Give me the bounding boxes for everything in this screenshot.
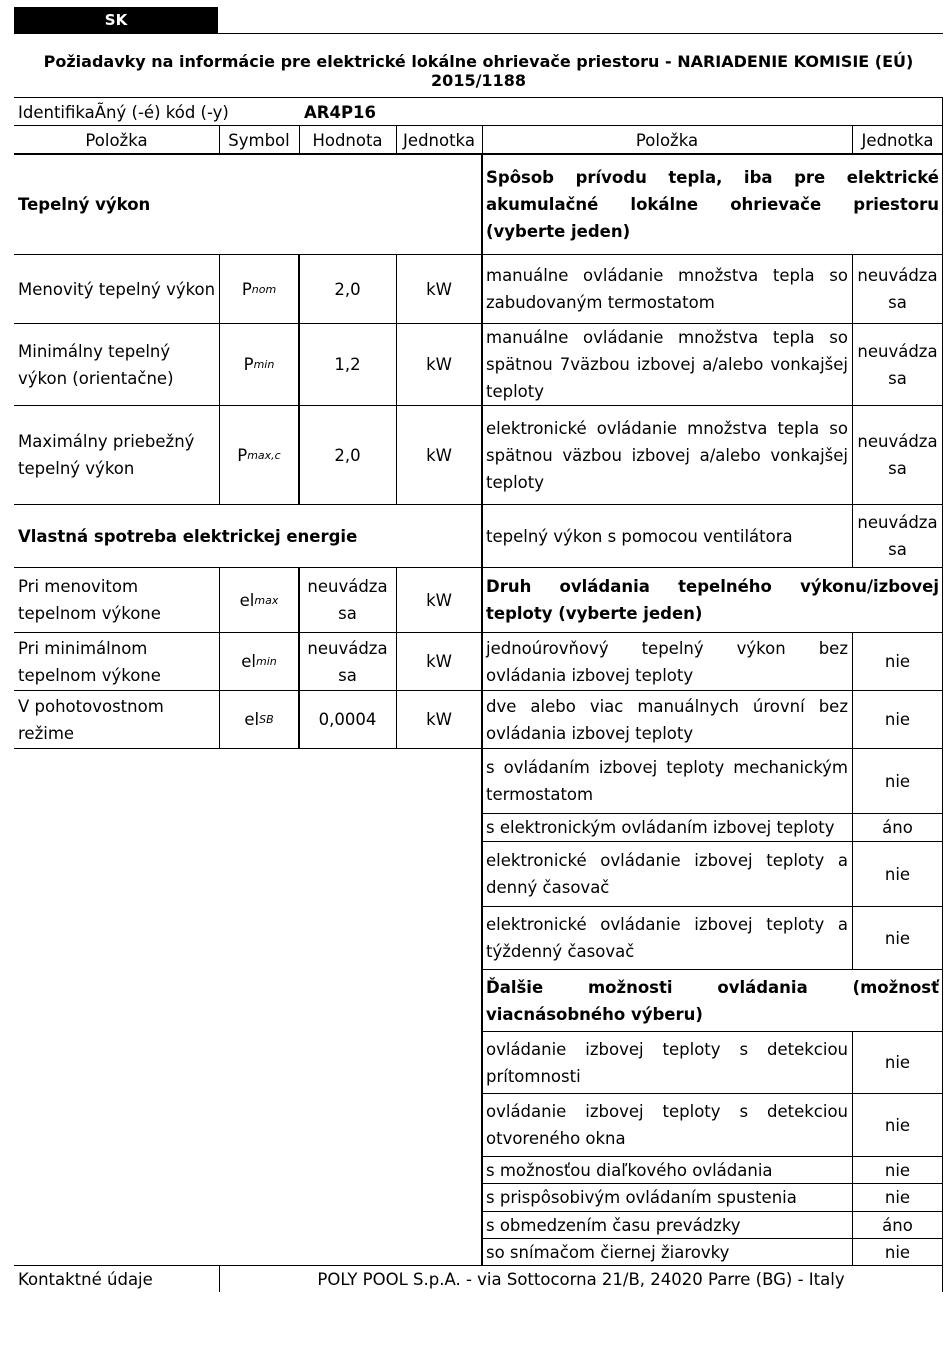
other-row-5-value: áno — [882, 1215, 913, 1235]
row-minimum-symbol: P min — [243, 355, 275, 374]
other-row-1-value: nie — [884, 1053, 911, 1072]
row-nominal-symbol: P nom — [241, 279, 277, 299]
control-row-5-label: elektronické ovládanie izbovej teploty a denný časovač — [486, 851, 848, 897]
left-header-item: Položka — [85, 130, 148, 150]
control-row-3-label: s ovládaním izbovej teploty mechanickým termostatom — [486, 758, 848, 804]
heat-input-row-3-label: elektronické ovládanie množstva tepla so spätnou väzbou izbovej a/alebo vonkajšej teploty — [486, 418, 848, 492]
col-rule — [942, 97, 943, 154]
control-row-6-label: elektronické ovládanie izbovej teploty a týždenný časovač — [486, 915, 848, 961]
other-row-4-value: nie — [884, 1188, 911, 1207]
identification-value: AR4P16 — [304, 102, 377, 122]
control-row-1-label: jednoúrovňový tepelný výkon bez ovládania izbovej teploty — [486, 638, 848, 685]
heat-input-row-4-value: neuvádza sa — [857, 513, 938, 559]
col-rule — [396, 254, 397, 505]
row-maximum-label: Maximálny priebežný tepelný výkon — [18, 432, 195, 478]
row-nominal-value: 2,0 — [334, 279, 361, 299]
row-minimum-label: Minimálny tepelný výkon (orientačne) — [18, 341, 174, 388]
control-type-title: Druh ovládania tepelného výkonu/izbovej teploty (vyberte jeden) — [486, 577, 939, 623]
heat-input-row-2-value: neuvádza sa — [857, 341, 938, 388]
other-options-title: Ďalšie možnosti ovládania (možnosť viacnásobného výberu) — [486, 977, 939, 1024]
right-header-unit: Jednotka — [861, 130, 934, 150]
row-minimum-value: 1,2 — [334, 355, 361, 374]
control-row-4-value: áno — [882, 818, 913, 837]
other-row-3-value: nie — [884, 1160, 911, 1180]
control-row-3-value: nie — [884, 771, 911, 791]
other-row-6-value: nie — [884, 1242, 911, 1262]
col-rule — [852, 632, 853, 969]
control-row-2-value: nie — [884, 710, 911, 729]
col-rule — [219, 567, 220, 748]
aux-row-max-symbol: el max — [239, 590, 279, 610]
row-nominal-unit: kW — [426, 279, 452, 299]
other-row-1-label: ovládanie izbovej teploty s detekciou prítomnosti — [486, 1039, 848, 1086]
heat-input-row-2-label: manuálne ovládanie množstva tepla so spätnou 7väzbou izbovej a/alebo vonkajšej teploty — [486, 328, 848, 401]
other-row-2-label: ovládanie izbovej teploty s detekciou otvoreného okna — [486, 1102, 848, 1148]
right-header-item: Položka — [635, 130, 699, 150]
top-rule — [14, 33, 943, 34]
left-header-symbol: Symbol — [228, 130, 290, 150]
row-minimum-unit: kW — [426, 355, 452, 374]
control-row-5-value: nie — [884, 864, 911, 884]
aux-row-standby-value: 0,0004 — [318, 710, 377, 729]
contact-value: POLY POOL S.p.A. - via Sottocorna 21/B, 24020 Parre (BG) - Italy — [317, 1269, 845, 1289]
heat-input-row-3-value: neuvádza sa — [857, 432, 938, 478]
col-rule — [396, 567, 397, 748]
aux-row-min-label: Pri minimálnom tepelnom výkone — [18, 638, 161, 685]
control-row-4-label: s elektronickým ovládaním izbovej teploty — [486, 818, 835, 837]
heat-output-title: Tepelný výkon — [18, 195, 151, 214]
col-rule — [852, 1031, 853, 1265]
col-rule — [482, 126, 483, 154]
aux-row-max-label: Pri menovitom tepelnom výkone — [18, 577, 161, 623]
other-row-6-label: so snímačom čiernej žiarovky — [486, 1242, 730, 1262]
control-row-2-label: dve alebo viac manuálnych úrovní bez ovládania izbovej teploty — [486, 696, 848, 743]
row-maximum-unit: kW — [426, 445, 452, 465]
heat-input-title: Spôsob prívodu tepla, iba pre elektrické akumulačné lokálne ohrievače priestoru (vyberte jeden) — [486, 168, 939, 241]
other-row-2-value: nie — [884, 1115, 911, 1135]
other-row-3-label: s možnosťou diaľkového ovládania — [486, 1160, 773, 1180]
col-rule — [298, 567, 300, 748]
col-rule — [219, 126, 220, 154]
aux-row-min-unit: kW — [426, 652, 452, 671]
row-nominal-label: Menovitý tepelný výkon — [18, 279, 216, 299]
aux-row-standby-label: V pohotovostnom režime — [18, 696, 164, 743]
row-maximum-symbol: P max,c — [237, 445, 281, 465]
row-maximum-value: 2,0 — [334, 445, 361, 465]
left-header-value: Hodnota — [312, 130, 383, 150]
col-rule — [852, 126, 853, 154]
right-border — [942, 154, 943, 1266]
control-row-1-value: nie — [884, 652, 911, 671]
center-divider — [481, 154, 483, 1266]
col-rule — [942, 1266, 943, 1292]
document-title: Požiadavky na informácie pre elektrické lokálne ohrievače priestoru - NARIADENIE KOMISIE (EÚ) 2015/1188 — [43, 52, 914, 90]
col-rule — [298, 254, 300, 505]
col-rule — [219, 1266, 220, 1292]
col-rule — [852, 254, 853, 567]
col-rule — [219, 254, 220, 505]
aux-row-standby-unit: kW — [426, 710, 452, 729]
language-tab: SK — [14, 7, 218, 33]
other-row-4-label: s prispôsobivým ovládaním spustenia — [486, 1188, 797, 1207]
control-row-6-value: nie — [884, 928, 911, 948]
left-header-unit: Jednotka — [403, 130, 475, 150]
heat-input-row-1-value: neuvádza sa — [857, 266, 938, 312]
other-row-5-label: s obmedzením času prevádzky — [486, 1215, 741, 1235]
contact-label: Kontaktné údaje — [18, 1269, 153, 1289]
heat-input-row-4-label: tepelný výkon s pomocou ventilátora — [486, 526, 793, 546]
heat-input-row-1-label: manuálne ovládanie množstva tepla so zabudovaným termostatom — [486, 266, 848, 312]
aux-row-max-value: neuvádza sa — [307, 577, 388, 623]
aux-row-max-unit: kW — [426, 590, 452, 610]
aux-row-min-symbol: el min — [241, 652, 277, 671]
identification-label: IdentifikaÃný (-é) kód (-y) — [18, 102, 229, 122]
aux-consumption-title: Vlastná spotreba elektrickej energie — [18, 526, 358, 546]
col-rule — [396, 126, 397, 154]
col-rule — [299, 126, 300, 154]
aux-row-min-value: neuvádza sa — [307, 638, 388, 685]
aux-row-standby-symbol: el SB — [244, 710, 274, 729]
